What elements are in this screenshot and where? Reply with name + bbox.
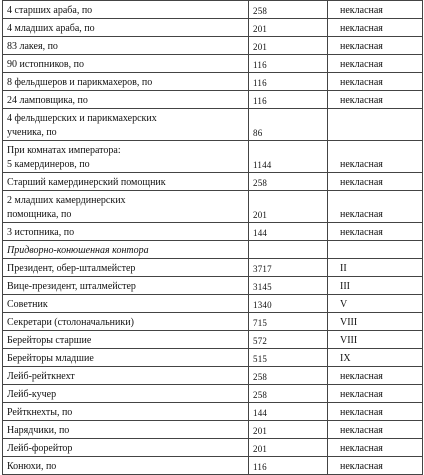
table-row (3, 73, 423, 91)
rank-class-cell: некласная (328, 141, 423, 173)
salary-cell: 258 (249, 367, 328, 385)
salary-cell (249, 241, 328, 259)
position-name: Лейб-кучер (3, 385, 249, 403)
staff-salary-table (2, 0, 423, 475)
rank-class-cell: некласная (328, 55, 423, 73)
rank-class-cell: III (328, 277, 423, 295)
salary-cell: 258 (249, 173, 328, 191)
table-row (3, 1, 423, 19)
rank-class-cell: некласная (328, 37, 423, 55)
position-name: 90 истопников, по (3, 55, 249, 73)
rank-class-cell: некласная (328, 19, 423, 37)
salary-cell: 515 (249, 349, 328, 367)
position-name: Берейторы младшие (3, 349, 249, 367)
salary-cell: 572 (249, 331, 328, 349)
position-name: 8 фельдшеров и парикмахеров, по (3, 73, 249, 91)
rank-class-cell: некласная (328, 91, 423, 109)
position-name (3, 141, 249, 173)
position-name: Президент, обер-шталмейстер (3, 259, 249, 277)
rank-class-cell: V (328, 295, 423, 313)
salary-cell: 715 (249, 313, 328, 331)
salary-cell: 86 (249, 109, 328, 141)
rank-class-cell: некласная (328, 403, 423, 421)
table-row (3, 277, 423, 295)
position-name-line: 5 камердинеров, по (7, 159, 90, 170)
position-name-line: 4 фельдшерских и парикмахерских (7, 113, 157, 124)
table-row (3, 421, 423, 439)
table-row (3, 295, 423, 313)
table-row (3, 259, 423, 277)
table-row (3, 37, 423, 55)
salary-cell: 116 (249, 457, 328, 475)
salary-cell: 258 (249, 1, 328, 19)
salary-cell: 201 (249, 439, 328, 457)
table-row (3, 109, 423, 141)
rank-class-cell: IX (328, 349, 423, 367)
rank-class-cell: некласная (328, 439, 423, 457)
section-row (3, 241, 423, 259)
position-name-line: 2 младших камердинерских (7, 195, 126, 206)
table-row (3, 91, 423, 109)
rank-class-cell: некласная (328, 191, 423, 223)
table-row (3, 173, 423, 191)
rank-class-cell: некласная (328, 173, 423, 191)
salary-cell: 116 (249, 91, 328, 109)
table-row (3, 367, 423, 385)
rank-class-cell: некласная (328, 421, 423, 439)
salary-cell: 258 (249, 385, 328, 403)
rank-class-cell: некласная (328, 367, 423, 385)
table-row (3, 385, 423, 403)
salary-cell: 201 (249, 421, 328, 439)
table-row (3, 349, 423, 367)
position-name-line: При комнатах императора: (7, 145, 121, 156)
salary-cell: 201 (249, 191, 328, 223)
salary-cell: 144 (249, 223, 328, 241)
table-row (3, 457, 423, 475)
position-name: 4 старших араба, по (3, 1, 249, 19)
position-name: 24 ламповщика, по (3, 91, 249, 109)
salary-cell: 1340 (249, 295, 328, 313)
position-name: Конюхи, по (3, 457, 249, 475)
position-name: Советник (3, 295, 249, 313)
section-title: Придворно-конюшенная контора (3, 241, 249, 259)
position-name: Вице-президент, шталмейстер (3, 277, 249, 295)
position-name: 83 лакея, по (3, 37, 249, 55)
position-name: Секретари (столоначальники) (3, 313, 249, 331)
position-name-line: ученика, по (7, 127, 57, 138)
rank-class-cell: некласная (328, 73, 423, 91)
salary-cell: 201 (249, 37, 328, 55)
table-row (3, 223, 423, 241)
position-name: Рейткнехты, по (3, 403, 249, 421)
position-name (3, 109, 249, 141)
salary-cell: 3717 (249, 259, 328, 277)
rank-class-cell (328, 109, 423, 141)
salary-cell: 201 (249, 19, 328, 37)
position-name: 4 младших араба, по (3, 19, 249, 37)
position-name: Старший камердинерский помощник (3, 173, 249, 191)
table-row (3, 141, 423, 173)
table-row (3, 313, 423, 331)
position-name-line: помощника, по (7, 209, 72, 220)
position-name: Берейторы старшие (3, 331, 249, 349)
position-name: 3 истопника, по (3, 223, 249, 241)
table-row (3, 19, 423, 37)
salary-cell: 116 (249, 55, 328, 73)
rank-class-cell: II (328, 259, 423, 277)
salary-cell: 3145 (249, 277, 328, 295)
table-row (3, 439, 423, 457)
rank-class-cell: VIII (328, 313, 423, 331)
table-body (3, 1, 423, 475)
table-row (3, 191, 423, 223)
table-row (3, 331, 423, 349)
salary-cell: 144 (249, 403, 328, 421)
salary-cell: 1144 (249, 141, 328, 173)
rank-class-cell: VIII (328, 331, 423, 349)
rank-class-cell: некласная (328, 1, 423, 19)
table-row (3, 403, 423, 421)
rank-class-cell: некласная (328, 223, 423, 241)
position-name: Нарядчики, по (3, 421, 249, 439)
rank-class-cell: некласная (328, 385, 423, 403)
position-name (3, 191, 249, 223)
rank-class-cell: некласная (328, 457, 423, 475)
position-name: Лейб-рейткнехт (3, 367, 249, 385)
salary-cell: 116 (249, 73, 328, 91)
table-row (3, 55, 423, 73)
rank-class-cell (328, 241, 423, 259)
position-name: Лейб-форейтор (3, 439, 249, 457)
